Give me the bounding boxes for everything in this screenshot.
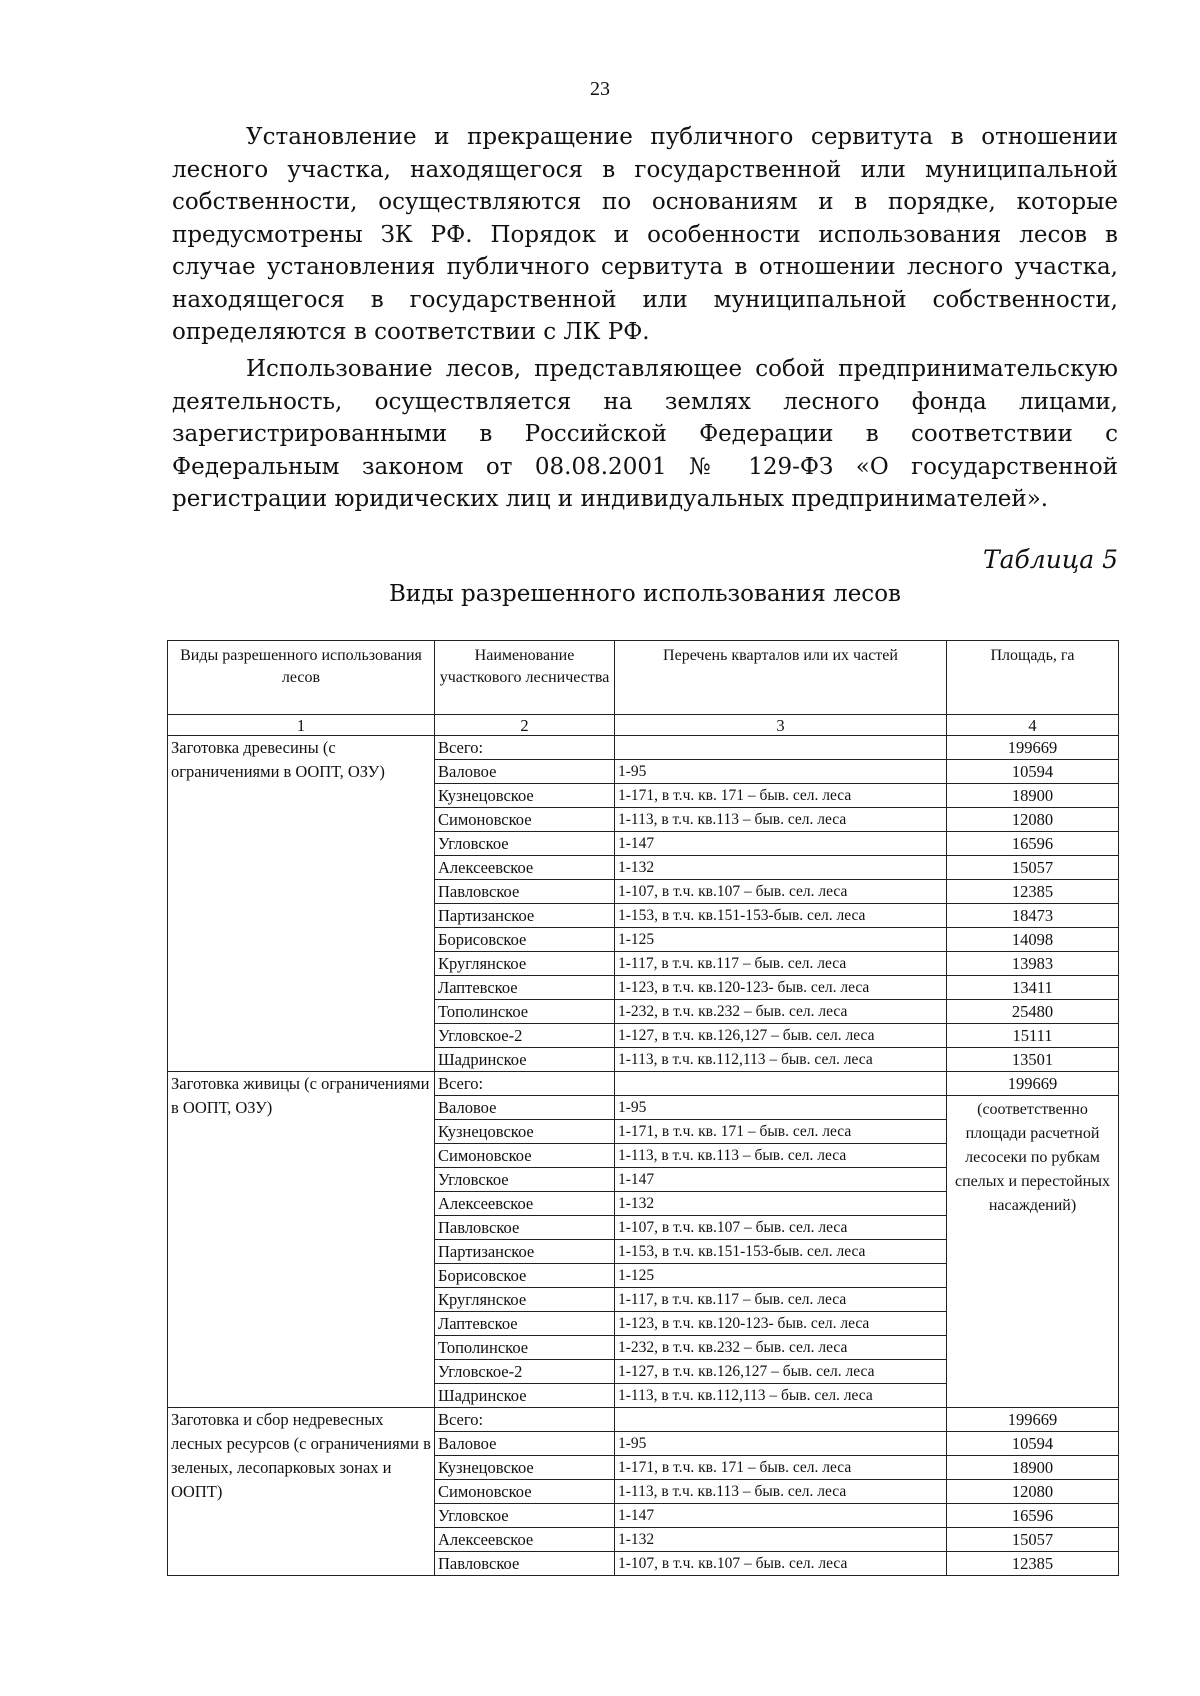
quarters-cell: 1-107, в т.ч. кв.107 – быв. сел. леса xyxy=(615,1216,947,1240)
quarters-cell: 1-113, в т.ч. кв.113 – быв. сел. леса xyxy=(615,1144,947,1168)
quarters-cell: 1-127, в т.ч. кв.126,127 – быв. сел. леса xyxy=(615,1024,947,1048)
quarters-cell: 1-153, в т.ч. кв.151-153-быв. сел. леса xyxy=(615,904,947,928)
quarters-cell xyxy=(615,1072,947,1096)
quarters-cell: 1-117, в т.ч. кв.117 – быв. сел. леса xyxy=(615,1288,947,1312)
area-cell: 10594 xyxy=(947,760,1119,784)
quarters-cell: 1-113, в т.ч. кв.112,113 – быв. сел. леса xyxy=(615,1384,947,1408)
column-number: 1 xyxy=(168,715,435,736)
area-cell: 12080 xyxy=(947,1480,1119,1504)
forestry-cell: Шадринское xyxy=(435,1048,615,1072)
area-cell: 12385 xyxy=(947,1552,1119,1576)
use-kind-cell: Заготовка древесины (с ограничениями в ООПТ, ОЗУ) xyxy=(168,736,435,1072)
area-cell: 15057 xyxy=(947,1528,1119,1552)
use-kind-cell: Заготовка и сбор недревесных лесных ресурсов (с ограничениями в зеленых, лесопарковых зонах и ООПТ) xyxy=(168,1408,435,1576)
forestry-cell: Валовое xyxy=(435,1096,615,1120)
forest-use-table xyxy=(167,640,1119,1576)
quarters-cell: 1-107, в т.ч. кв.107 – быв. сел. леса xyxy=(615,1552,947,1576)
forestry-cell: Партизанское xyxy=(435,1240,615,1264)
page-number: 23 xyxy=(590,78,610,100)
forestry-cell: Лаптевское xyxy=(435,976,615,1000)
quarters-cell: 1-153, в т.ч. кв.151-153-быв. сел. леса xyxy=(615,1240,947,1264)
area-note-cell: (соответственно площади расчетной лесосеки по рубкам спелых и перестойных насаждений) xyxy=(947,1096,1119,1408)
header-area: Площадь, га xyxy=(947,641,1119,715)
forestry-cell: Круглянское xyxy=(435,1288,615,1312)
area-cell: 25480 xyxy=(947,1000,1119,1024)
table-row xyxy=(168,736,1119,760)
forestry-cell: Борисовское xyxy=(435,928,615,952)
quarters-cell: 1-125 xyxy=(615,1264,947,1288)
area-cell: 12385 xyxy=(947,880,1119,904)
forestry-cell: Павловское xyxy=(435,1216,615,1240)
quarters-cell: 1-95 xyxy=(615,1432,947,1456)
quarters-cell: 1-95 xyxy=(615,760,947,784)
forestry-cell: Алексеевское xyxy=(435,856,615,880)
quarters-cell: 1-132 xyxy=(615,1192,947,1216)
table-body xyxy=(168,715,1119,1576)
quarters-cell: 1-117, в т.ч. кв.117 – быв. сел. леса xyxy=(615,952,947,976)
header-forestry: Наименование участкового лесничества xyxy=(435,641,615,715)
forestry-cell: Симоновское xyxy=(435,808,615,832)
quarters-cell: 1-123, в т.ч. кв.120-123- быв. сел. леса xyxy=(615,1312,947,1336)
quarters-cell: 1-107, в т.ч. кв.107 – быв. сел. леса xyxy=(615,880,947,904)
forestry-cell: Кузнецовское xyxy=(435,1456,615,1480)
area-cell: 14098 xyxy=(947,928,1119,952)
header-use-kind: Виды разрешенного использования лесов xyxy=(168,641,435,715)
forestry-cell: Валовое xyxy=(435,760,615,784)
forestry-cell: Угловское xyxy=(435,1168,615,1192)
forestry-cell: Всего: xyxy=(435,736,615,760)
forestry-cell: Лаптевское xyxy=(435,1312,615,1336)
forestry-cell: Всего: xyxy=(435,1072,615,1096)
quarters-cell: 1-127, в т.ч. кв.126,127 – быв. сел. леса xyxy=(615,1360,947,1384)
quarters-cell: 1-171, в т.ч. кв. 171 – быв. сел. леса xyxy=(615,1456,947,1480)
forestry-cell: Тополинское xyxy=(435,1336,615,1360)
forestry-cell: Симоновское xyxy=(435,1144,615,1168)
column-number: 3 xyxy=(615,715,947,736)
forestry-cell: Угловское xyxy=(435,832,615,856)
quarters-cell: 1-125 xyxy=(615,928,947,952)
area-cell: 13411 xyxy=(947,976,1119,1000)
area-cell: 15111 xyxy=(947,1024,1119,1048)
paragraph-business-use xyxy=(172,353,1118,516)
column-number: 4 xyxy=(947,715,1119,736)
quarters-cell: 1-232, в т.ч. кв.232 – быв. сел. леса xyxy=(615,1336,947,1360)
quarters-cell: 1-95 xyxy=(615,1096,947,1120)
forestry-cell: Валовое xyxy=(435,1432,615,1456)
quarters-cell: 1-123, в т.ч. кв.120-123- быв. сел. леса xyxy=(615,976,947,1000)
forestry-cell: Кузнецовское xyxy=(435,784,615,808)
paragraph-text: Установление и прекращение публичного сервитута в отношении лесного участка, находящегося в государственной или муниципальной собственности, осуществляются по основаниям и в порядке, которые предусмотрены ЗК РФ. Порядок и особенности использования лесов в случае установления публичного сервитута в отношении лесного участка, находящегося в государственной или муниципальной собственности, определяются в соответствии с ЛК РФ. xyxy=(172,124,1118,345)
area-cell: 13983 xyxy=(947,952,1119,976)
area-cell: 16596 xyxy=(947,832,1119,856)
forestry-cell: Павловское xyxy=(435,1552,615,1576)
header-quarters: Перечень кварталов или их частей xyxy=(615,641,947,715)
column-number: 2 xyxy=(435,715,615,736)
forestry-cell: Шадринское xyxy=(435,1384,615,1408)
forestry-cell: Партизанское xyxy=(435,904,615,928)
area-cell: 15057 xyxy=(947,856,1119,880)
area-cell: 18473 xyxy=(947,904,1119,928)
area-cell: 18900 xyxy=(947,1456,1119,1480)
table-header-row xyxy=(168,641,1119,715)
column-number-row xyxy=(168,715,1119,736)
forestry-cell: Алексеевское xyxy=(435,1528,615,1552)
forestry-cell: Тополинское xyxy=(435,1000,615,1024)
area-cell: 16596 xyxy=(947,1504,1119,1528)
forestry-cell: Павловское xyxy=(435,880,615,904)
area-cell: 199669 xyxy=(947,736,1119,760)
table-label: Таблица 5 xyxy=(982,545,1118,574)
forestry-cell: Кузнецовское xyxy=(435,1120,615,1144)
quarters-cell xyxy=(615,1408,947,1432)
quarters-cell: 1-113, в т.ч. кв.113 – быв. сел. леса xyxy=(615,1480,947,1504)
forestry-cell: Симоновское xyxy=(435,1480,615,1504)
area-cell: 18900 xyxy=(947,784,1119,808)
area-cell: 13501 xyxy=(947,1048,1119,1072)
quarters-cell: 1-147 xyxy=(615,1168,947,1192)
forestry-cell: Угловское xyxy=(435,1504,615,1528)
use-kind-cell: Заготовка живицы (с ограничениями в ООПТ, ОЗУ) xyxy=(168,1072,435,1408)
area-cell: 199669 xyxy=(947,1408,1119,1432)
forestry-cell: Угловское-2 xyxy=(435,1360,615,1384)
area-cell: 12080 xyxy=(947,808,1119,832)
quarters-cell: 1-171, в т.ч. кв. 171 – быв. сел. леса xyxy=(615,784,947,808)
quarters-cell: 1-232, в т.ч. кв.232 – быв. сел. леса xyxy=(615,1000,947,1024)
forestry-cell: Всего: xyxy=(435,1408,615,1432)
quarters-cell xyxy=(615,736,947,760)
table-title: Виды разрешенного использования лесов xyxy=(389,581,901,607)
quarters-cell: 1-132 xyxy=(615,856,947,880)
quarters-cell: 1-132 xyxy=(615,1528,947,1552)
table-row xyxy=(168,1072,1119,1096)
forestry-cell: Алексеевское xyxy=(435,1192,615,1216)
table-row xyxy=(168,1408,1119,1432)
paragraph-text: Использование лесов, представляющее собой предпринимательскую деятельность, осуществляется на землях лесного фонда лицами, зарегистрированными в Российской Федерации в соответствии с Федеральным законом от 08.08.2001 № 129-ФЗ «О государственной регистрации юридических лиц и индивидуальных предпринимателей». xyxy=(172,356,1118,512)
forestry-cell: Угловское-2 xyxy=(435,1024,615,1048)
quarters-cell: 1-113, в т.ч. кв.112,113 – быв. сел. леса xyxy=(615,1048,947,1072)
quarters-cell: 1-171, в т.ч. кв. 171 – быв. сел. леса xyxy=(615,1120,947,1144)
quarters-cell: 1-113, в т.ч. кв.113 – быв. сел. леса xyxy=(615,808,947,832)
forestry-cell: Борисовское xyxy=(435,1264,615,1288)
area-cell: 199669 xyxy=(947,1072,1119,1096)
forestry-cell: Круглянское xyxy=(435,952,615,976)
quarters-cell: 1-147 xyxy=(615,832,947,856)
quarters-cell: 1-147 xyxy=(615,1504,947,1528)
paragraph-servitude xyxy=(172,121,1118,349)
area-cell: 10594 xyxy=(947,1432,1119,1456)
